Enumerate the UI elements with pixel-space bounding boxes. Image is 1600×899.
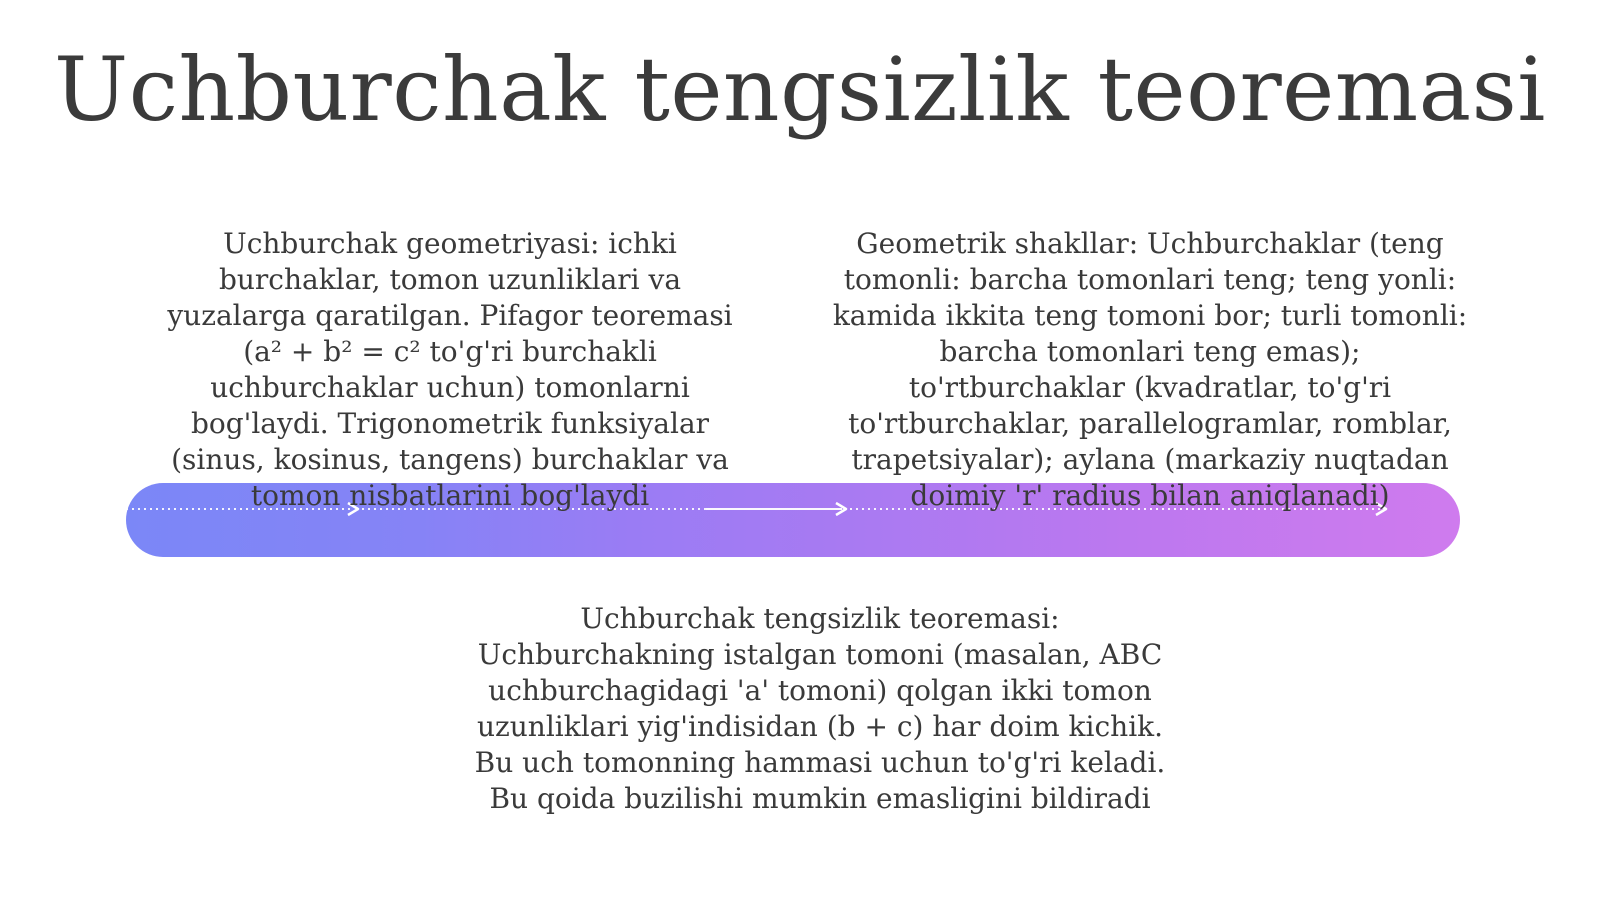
text-block-triangle-geometry: Uchburchak geometriyasi: ichki burchaklar, tomon uzunliklari va yuzalarga qaratilgan. Pifagor teoremasi (a² + b² = c² to'g'ri burchakli uchburchaklar uchun) tomonlarni bog'laydi. Trigonometrik funksiyalar (sinus, kosinus, tangens) burchaklar va tomon nisbatlarini bog'laydi (167, 227, 733, 512)
text-block-triangle-inequality: Uchburchak tengsizlik teoremasi: Uchburchakning istalgan tomoni (masalan, ABC uchburchagidagi 'a' tomoni) qolgan ikki tomon uzunliklari yig'indisidan (b + c) har doim kichik. Bu uch tomonning hammasi uchun to'g'ri keladi. Bu qoida buzilishi mumkin emasligini bildiradi (474, 602, 1166, 815)
slide-title: Uchburchak tengsizlik teoremasi (54, 38, 1546, 141)
text-block-geometric-shapes: Geometrik shakllar: Uchburchaklar (teng tomonli: barcha tomonlari teng; teng yonli: kamida ikkita teng tomoni bor; turli tomonli: barcha tomonlari teng emas); to'rtburchaklar (kvadratlar, to'g'ri to'rtburchaklar, parallelogramlar, romblar, trapetsiyalar); aylana (markaziy nuqtadan doimiy 'r' radius bilan aniqlanadi) (832, 227, 1468, 512)
